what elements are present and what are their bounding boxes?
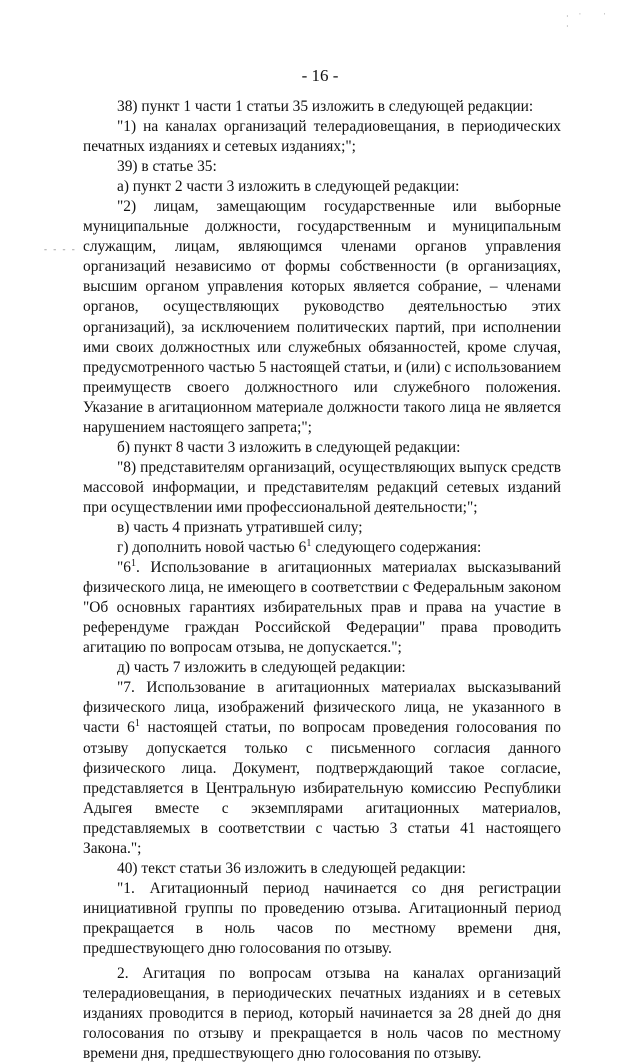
paragraph-39-b: б) пункт 8 части 3 изложить в следующей редакции: (117, 438, 461, 456)
paragraph-38: 38) пункт 1 части 1 статьи 35 изложить в следующей редакции: (117, 98, 534, 115)
margin-scan-marks: - - - - (44, 244, 77, 254)
paragraph-39-a-text: "2) лицам, замещающим государственные или выборные муниципальные должности, государственным и муниципальным служащим, лицам, являющимся членами органов управления организаций независимо от формы собственности (в организациях, высшим органом управления которых является собрание, – членами органов, осуществляющих руководство деятельностью этих организаций), за исключением политических партий, при исполнении ими своих должностных или служебных обязанностей, кроме случая, предусмотренного частью 5 настоящей статьи, и (или) с использованием преимуществ своего должностного или служебного положения. Указание в агитационном материале должности такого лица не является нарушением настоящего запрета;"; (83, 198, 561, 436)
paragraph-39: 39) в статье 35: (117, 158, 217, 176)
scan-artifact-marks: ·ˈ ˈ · (566, 12, 616, 31)
paragraph-40: 40) текст статьи 36 изложить в следующей редакции: (117, 859, 466, 877)
paragraph-39-g-post: следующего содержания: (311, 539, 482, 557)
paragraph-39-d-text (83, 678, 561, 858)
paragraph-39-b-text: "8) представителям организаций, осуществляющих выпуск средств массовой информации, и представителям редакций сетевых изданий при осуществлении ими профессиональной деятельности;"; (83, 458, 561, 516)
paragraph-39-g (83, 538, 561, 558)
paragraph-39-a: а) пункт 2 части 3 изложить в следующей редакции: (117, 178, 460, 196)
paragraph-39-g-text-post: . Использование в агитационных материалах высказываний физического лица, не имеющего в соответствии с Федеральным законом "Об основных гарантиях избирательных прав и права на участие в референдуме граждан Российской Федерации" права проводить агитацию по вопросам отзыва, не допускается."; (83, 559, 561, 657)
document-body (83, 97, 561, 1064)
paragraph-39-d-text-pre: "7. Использование в агитационных материалах высказываний физического лица, изображений физического лица, не указанного в части 6 (83, 679, 561, 737)
paragraph-40-part-1: "1. Агитационный период начинается со дня регистрации инициативной группы по проведению отзыва. Агитационный период прекращается в ноль часов по местному времени дня, предшествующего дню голосования по отзыву. (83, 879, 561, 957)
paragraph-38-text: "1) на каналах организаций телерадиовещания, в периодических печатных изданиях и сетевых изданиях;"; (83, 118, 561, 156)
superscript-1: 1 (130, 558, 136, 570)
paragraph-39-g-pre: г) дополнить новой частью 6 (117, 539, 307, 557)
paragraph-39-d: д) часть 7 изложить в следующей редакции: (117, 659, 406, 677)
paragraph-39-g-text-pre: "6 (117, 559, 131, 577)
page-number: - 16 - (301, 66, 339, 85)
paragraph-40-part-2: 2. Агитация по вопросам отзыва на каналах организаций телерадиовещания, в периодических печатных изданиях и в сетевых изданиях проводится в период, который начинается за 28 дней до дня голосования по отзыву и прекращается в ноль часов по местному времени дня, предшествующего дню голосования по отзыву. (83, 965, 561, 1063)
superscript-1: 1 (306, 538, 312, 550)
paragraph-39-v: в) часть 4 признать утратившей силу; (117, 518, 363, 536)
paragraph-39-d-text-post: настоящей статьи, по вопросам проведения голосования по отзыву допускается только с письменного согласия данного физического лица. Документ, подтверждающий такое согласие, представляется в Центральную избирательную комиссию Республики Адыгея вместе с экземплярами агитационных материалов, представляемых в соответствии с частью 3 статьи 41 настоящего Закона."; (83, 719, 561, 857)
superscript-1: 1 (134, 718, 140, 730)
paragraph-39-g-text (83, 558, 561, 658)
